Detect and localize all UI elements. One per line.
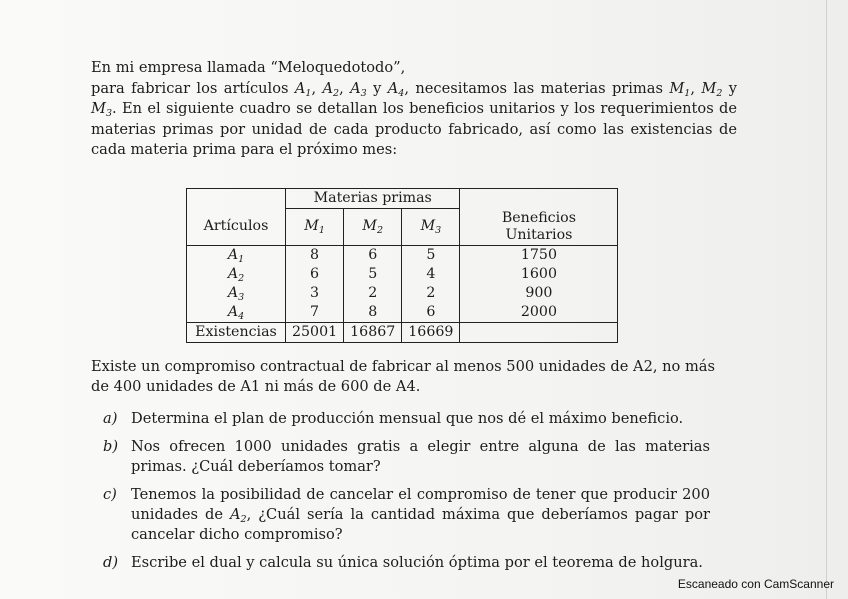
cell-m2: 8 [344, 303, 402, 323]
header-m1: $M_1$ [286, 209, 344, 246]
question-label: b) [103, 438, 119, 455]
table-header-row-1 [187, 189, 618, 209]
material-var: $M_1$ [669, 79, 691, 99]
cell-m2: 2 [344, 284, 402, 303]
stock-m3: 16669 [402, 322, 460, 342]
stock-benefit-empty [460, 322, 618, 342]
cell-m1: 8 [286, 245, 344, 265]
stock-label: Existencias [187, 322, 286, 342]
cell-m2: 5 [344, 265, 402, 284]
camscanner-watermark: Escaneado con CamScanner [677, 577, 834, 591]
problem-intro [91, 58, 737, 161]
table-row [187, 303, 618, 323]
list-item [103, 409, 710, 429]
row-article: $A_3$ [227, 284, 245, 303]
question-text: Escribe el dual y calcula su única solución óptima por el teorema de holgura. [131, 554, 703, 571]
article-var: $A_4$ [387, 79, 405, 99]
article-var: $A_2$ [322, 79, 340, 99]
article-var: $A_1$ [294, 79, 312, 99]
table-header-row-2 [187, 209, 618, 246]
cell-m1: 7 [286, 303, 344, 323]
question-text: Determina el plan de producción mensual que nos dé el máximo beneficio. [131, 410, 684, 427]
page-edge-line [826, 0, 827, 599]
material-var: $M_3$ [91, 100, 112, 119]
cell-m1: 6 [286, 265, 344, 284]
header-benefits-top [460, 189, 618, 209]
questions-list [103, 409, 710, 581]
question-label: a) [103, 410, 118, 427]
intro-start: para fabricar los artículos [91, 79, 295, 97]
cell-m3: 5 [402, 245, 460, 265]
row-article: $A_2$ [227, 265, 245, 284]
cell-benefit: 1750 [460, 245, 618, 265]
list-item [103, 485, 710, 545]
intro-end: . En el siguiente cuadro se detallan los beneficios unitarios y los requerimientos de materias primas por unidad de cada producto fabricado, así como las existencias de cada materia prima para el próximo mes: [91, 100, 737, 158]
cell-benefit: 1600 [460, 265, 618, 284]
cell-m3: 2 [402, 284, 460, 303]
intro-paragraph: para fabricar los artículos $A_1$, $A_2$, $A_3$ y $A_4$, necesitamos las materias primas $M_1$, $M_2$ y $M_3$. En el siguiente cuadro se detallan los beneficios unitarios y los requerimientos de materias primas por unidad de cada producto fabricado, así como las existencias de cada materia prima para el próximo mes: [91, 79, 738, 158]
cell-m1: 3 [286, 284, 344, 303]
intro-line-1: En mi empresa llamada “Meloquedotodo”, [91, 59, 406, 76]
table-row [187, 265, 618, 284]
intro-mid: , necesitamos las materias primas [404, 79, 670, 97]
table-row [187, 284, 618, 303]
requirements-table [186, 188, 618, 343]
header-articles: Artículos [187, 209, 286, 246]
row-article: $A_4$ [227, 303, 245, 322]
contract-conditions: Existe un compromiso contractual de fabricar al menos 500 unidades de A2, no más de 400 unidades de A1 ni más de 600 de A4. [91, 358, 715, 395]
cell-benefit: 2000 [460, 303, 618, 323]
header-m3: $M_3$ [402, 209, 460, 246]
question-label: d) [103, 554, 119, 571]
material-var: $M_2$ [701, 79, 723, 99]
header-articles-top [187, 189, 286, 209]
table-row [187, 245, 618, 265]
article-var: $A_3$ [350, 79, 367, 99]
header-benefits: Beneficios Unitarios [460, 209, 618, 246]
article-var: $A_2$ [229, 506, 247, 525]
row-article: $A_1$ [227, 246, 245, 265]
cell-m3: 6 [402, 303, 460, 323]
cell-m2: 6 [344, 245, 402, 265]
header-materias-primas: Materias primas [286, 189, 460, 209]
header-m2: $M_2$ [344, 209, 402, 246]
stock-row [187, 322, 618, 342]
question-text: Tenemos la posibilidad de cancelar el compromiso de tener que producir 200 unidades de $A_2$, ¿Cuál sería la cantidad máxima que deberíamos pagar por cancelar dicho compromiso? [131, 486, 711, 543]
cell-benefit: 900 [460, 284, 618, 303]
question-text: Nos ofrecen 1000 unidades gratis a elegir entre alguna de las materias primas. ¿Cuál deberíamos tomar? [131, 438, 710, 475]
stock-m2: 16867 [344, 322, 402, 342]
question-label: c) [103, 486, 117, 503]
stock-m1: 25001 [286, 322, 344, 342]
list-item [103, 437, 710, 477]
cell-m3: 4 [402, 265, 460, 284]
list-item [103, 553, 710, 573]
